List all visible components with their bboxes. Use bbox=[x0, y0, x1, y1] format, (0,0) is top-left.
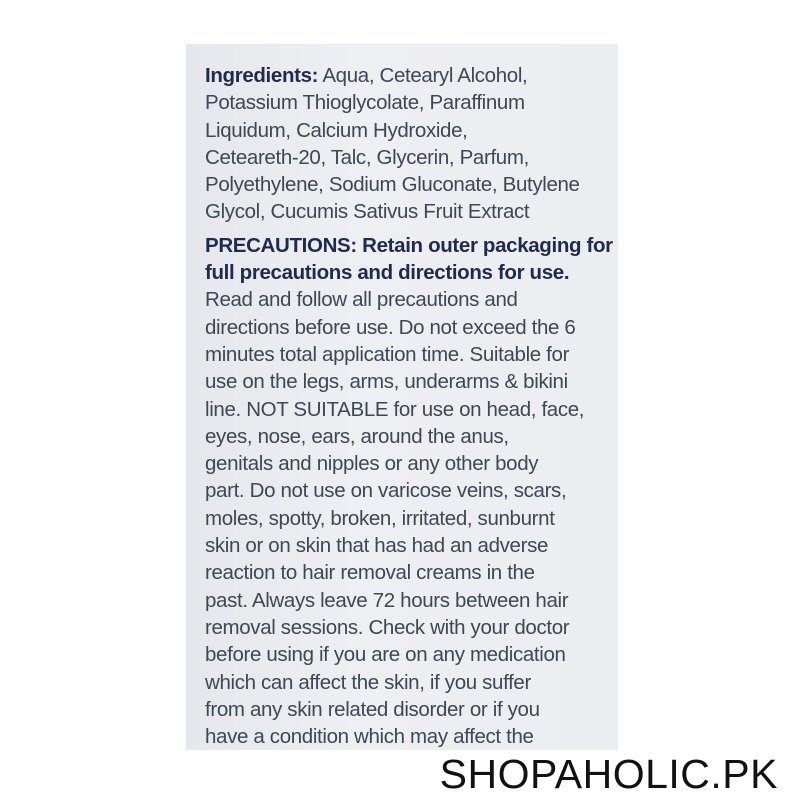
precautions-line: have a condition which may affect the bbox=[205, 725, 534, 749]
shop-watermark: SHOPAHOLIC.PK bbox=[439, 751, 778, 797]
ingredients-line: Glycol, Cucumis Sativus Fruit Extract bbox=[205, 200, 530, 224]
precautions-line: from any skin related disorder or if you bbox=[205, 697, 540, 721]
ingredients-line: Ceteareth-20, Talc, Glycerin, Parfum, bbox=[205, 145, 529, 169]
precautions-line: which can affect the skin, if you suffer bbox=[205, 670, 531, 694]
precautions-line: eyes, nose, ears, around the anus, bbox=[205, 424, 509, 448]
precautions-heading: PRECAUTIONS: Retain outer packaging for bbox=[205, 233, 613, 257]
precautions-line: Read and follow all precautions and bbox=[205, 288, 518, 312]
precautions-line: past. Always leave 72 hours between hair bbox=[205, 588, 569, 612]
ingredients-heading: Ingredients: bbox=[205, 64, 319, 87]
precautions-line: moles, spotty, broken, irritated, sunburnt bbox=[205, 506, 555, 530]
label-text-block bbox=[205, 62, 613, 750]
precautions-line: before using if you are on any medication bbox=[205, 643, 566, 667]
precautions-line: use on the legs, arms, underarms & bikini bbox=[205, 370, 568, 394]
precautions-heading: full precautions and directions for use. bbox=[205, 261, 570, 285]
ingredients-label-panel bbox=[186, 44, 618, 750]
precautions-line: line. NOT SUITABLE for use on head, face, bbox=[205, 397, 585, 421]
ingredients-line: Potassium Thioglycolate, Paraffinum bbox=[205, 91, 525, 115]
precautions-line: removal sessions. Check with your doctor bbox=[205, 615, 570, 639]
precautions-line: genitals and nipples or any other body bbox=[205, 452, 539, 476]
ingredients-text: Aqua, Cetearyl Alcohol, bbox=[318, 64, 528, 87]
precautions-line: reaction to hair removal creams in the bbox=[205, 561, 535, 585]
precautions-line: skin or on skin that has had an adverse bbox=[205, 534, 549, 558]
ingredients-line: Polyethylene, Sodium Gluconate, Butylene bbox=[205, 173, 580, 197]
ingredients-line: Liquidum, Calcium Hydroxide, bbox=[205, 118, 468, 142]
ingredients-line-1 bbox=[205, 62, 610, 89]
precautions-line: minutes total application time. Suitable for bbox=[205, 342, 570, 366]
precautions-line: directions before use. Do not exceed the 6 bbox=[205, 315, 576, 339]
precautions-line: part. Do not use on varicose veins, scars, bbox=[205, 479, 567, 503]
